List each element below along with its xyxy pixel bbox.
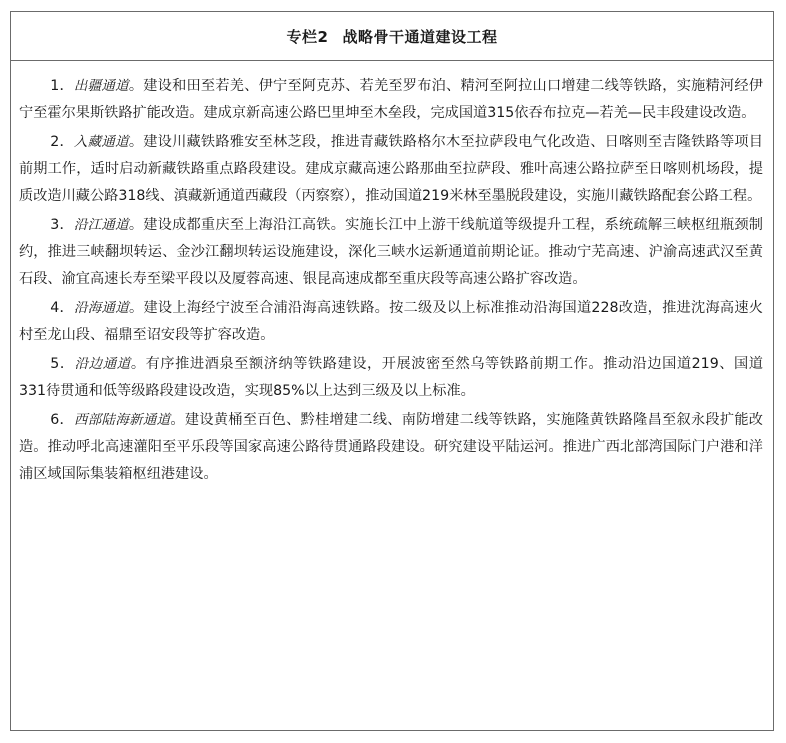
item-text: 建设川藏铁路雅安至林芝段，推进青藏铁路格尔木至拉萨段电气化改造、日喀则至吉隆铁路等项目前期工作，适时启动新藏铁路重点路段建设。建成京藏高速公路那曲至拉萨段、雅叶高速公路拉萨至日喀则机场段，提质改造川藏公路318线、滇藏新通道西藏段（丙察察），推动国道219米林至墨脱段建设，实施川藏铁路配套公路工程。 bbox=[19, 134, 763, 204]
item-number: 3． bbox=[50, 217, 74, 233]
item-number: 2． bbox=[50, 134, 74, 150]
column-box bbox=[10, 11, 774, 731]
column-title bbox=[11, 12, 773, 61]
item-number: 4． bbox=[50, 300, 74, 316]
item-text: 建设上海经宁波至合浦沿海高速铁路。按二级及以上标准推动沿海国道228改造，推进沈海高速火村至龙山段、福鼎至诏安段等扩容改造。 bbox=[19, 300, 763, 343]
item-number: 6． bbox=[50, 412, 74, 428]
item-name: 西部陆海新通道 bbox=[74, 412, 171, 428]
column-number: 专栏2 bbox=[286, 27, 329, 46]
item-number: 5． bbox=[50, 356, 75, 372]
item-name: 沿江通道 bbox=[73, 217, 129, 233]
item-text: 有序推进酒泉至额济纳等铁路建设，开展波密至然乌等铁路前期工作。推动沿边国道219、国道331待贯通和低等级路段建设改造，实现85%以上达到三级及以上标准。 bbox=[19, 356, 763, 399]
column-content bbox=[11, 61, 773, 488]
item-yanbian: 5．沿边通道。有序推进酒泉至额济纳等铁路建设，开展波密至然乌等铁路前期工作。推动沿边国道219、国道331待贯通和低等级路段建设改造，实现85%以上达到三级及以上标准。 bbox=[19, 356, 763, 399]
item-name: 沿海通道 bbox=[73, 300, 130, 316]
item-name: 沿边通道 bbox=[74, 356, 131, 372]
item-yanhai: 4．沿海通道。建设上海经宁波至合浦沿海高速铁路。按二级及以上标准推动沿海国道228改造，推进沈海高速火村至龙山段、福鼎至诏安段等扩容改造。 bbox=[19, 300, 763, 343]
column-title-text: 战略骨干通道建设工程 bbox=[342, 27, 498, 46]
item-text: 建设黄桶至百色、黔桂增建二线、南防增建二线等铁路，实施隆黄铁路隆昌至叙永段扩能改造。推动呼北高速灌阳至平乐段等国家高速公路待贯通路段建设。研究建设平陆运河。推进广西北部湾国际门户港和洋浦区域国际集装箱枢纽港建设。 bbox=[19, 412, 763, 482]
item-name: 出疆通道 bbox=[73, 78, 129, 94]
item-xibu-luhai: 6．西部陆海新通道。建设黄桶至百色、黔桂增建二线、南防增建二线等铁路，实施隆黄铁路隆昌至叙永段扩能改造。推动呼北高速灌阳至平乐段等国家高速公路待贯通路段建设。研究建设平陆运河。推进广西北部湾国际门户港和洋浦区域国际集装箱枢纽港建设。 bbox=[19, 412, 763, 482]
item-ruzang: 2．入藏通道。建设川藏铁路雅安至林芝段，推进青藏铁路格尔木至拉萨段电气化改造、日喀则至吉隆铁路等项目前期工作，适时启动新藏铁路重点路段建设。建成京藏高速公路那曲至拉萨段、雅叶高速公路拉萨至日喀则机场段，提质改造川藏公路318线、滇藏新通道西藏段（丙察察），推动国道219米林至墨脱段建设，实施川藏铁路配套公路工程。 bbox=[19, 134, 763, 204]
item-text: 建设和田至若羌、伊宁至阿克苏、若羌至罗布泊、精河至阿拉山口增建二线等铁路，实施精河经伊宁至霍尔果斯铁路扩能改造。建成京新高速公路巴里坤至木垒段，完成国道315依吞布拉克—若羌—民丰段建设改造。 bbox=[19, 78, 763, 121]
item-chujiang: 1．出疆通道。建设和田至若羌、伊宁至阿克苏、若羌至罗布泊、精河至阿拉山口增建二线等铁路，实施精河经伊宁至霍尔果斯铁路扩能改造。建成京新高速公路巴里坤至木垒段，完成国道315依吞布拉克—若羌—民丰段建设改造。 bbox=[19, 78, 763, 121]
item-number: 1． bbox=[50, 78, 74, 94]
item-text: 建设成都重庆至上海沿江高铁。实施长江中上游干线航道等级提升工程，系统疏解三峡枢纽瓶颈制约，推进三峡翻坝转运、金沙江翻坝转运设施建设，深化三峡水运新通道前期论证。推动宁芜高速、沪渝高速武汉至黄石段、渝宜高速长寿至梁平段以及厦蓉高速、银昆高速成都至重庆段等高速公路扩容改造。 bbox=[19, 217, 763, 287]
item-name: 入藏通道 bbox=[73, 134, 129, 150]
item-yanjiang: 3．沿江通道。建设成都重庆至上海沿江高铁。实施长江中上游干线航道等级提升工程，系统疏解三峡枢纽瓶颈制约，推进三峡翻坝转运、金沙江翻坝转运设施建设，深化三峡水运新通道前期论证。推动宁芜高速、沪渝高速武汉至黄石段、渝宜高速长寿至梁平段以及厦蓉高速、银昆高速成都至重庆段等高速公路扩容改造。 bbox=[19, 217, 763, 287]
